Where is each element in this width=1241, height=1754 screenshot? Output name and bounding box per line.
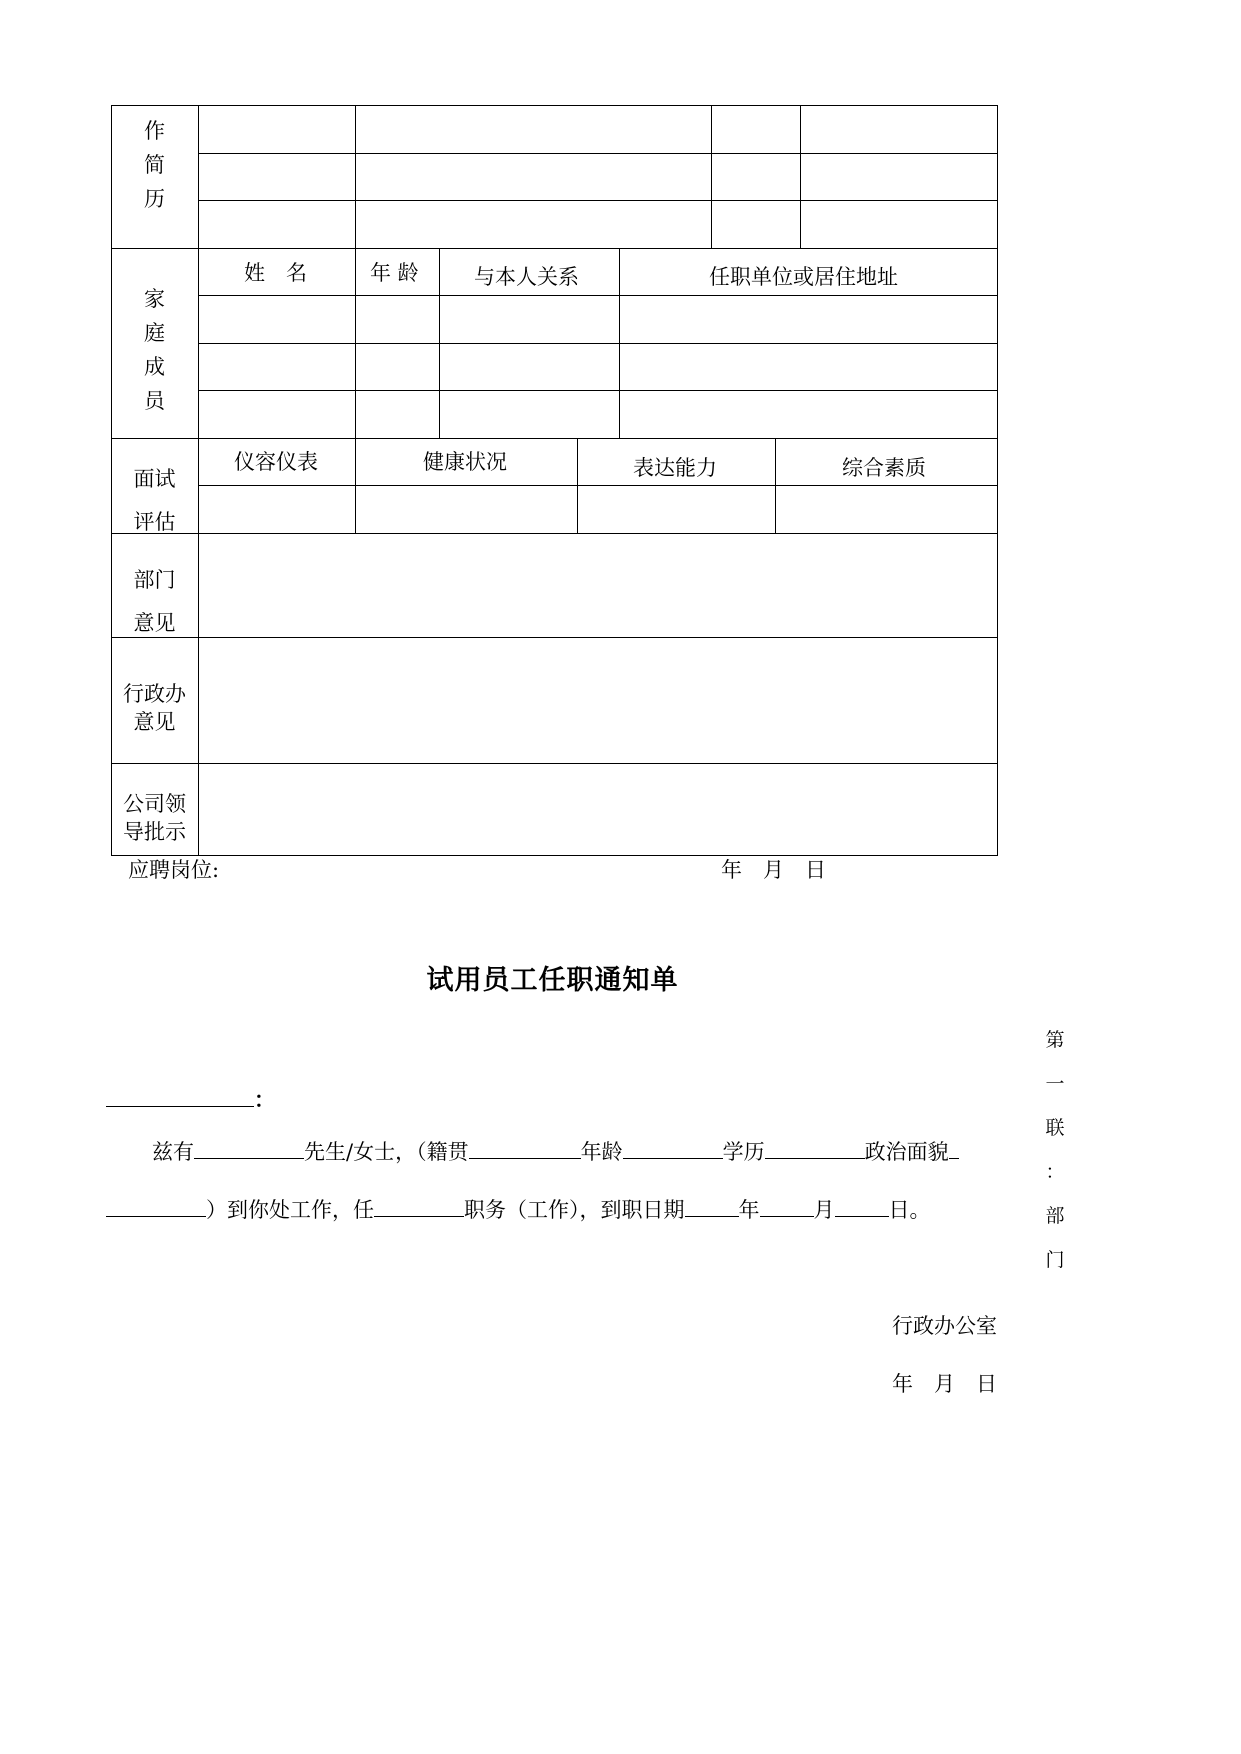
start-year-blank[interactable]: [685, 1196, 739, 1217]
interview-label-2: 评估: [133, 510, 176, 534]
family-header-address: 任职单位或居住地址: [709, 265, 898, 289]
addressee-colon: ：: [254, 1087, 275, 1112]
family-label-1: 家: [144, 287, 165, 311]
name-blank[interactable]: [194, 1138, 304, 1159]
notice-paragraph-line-2: [106, 1194, 931, 1224]
addressee-blank[interactable]: [106, 1086, 254, 1107]
start-day-blank[interactable]: [835, 1196, 889, 1217]
interview-label-1: 面试: [133, 467, 176, 491]
interview-header-overall: 综合素质: [842, 456, 926, 480]
leader-label-2: 导批示: [123, 820, 186, 844]
leader-label-1: 公司领: [123, 792, 186, 816]
work-history-label-2: 简: [144, 153, 165, 177]
addressee-line: [106, 1084, 275, 1114]
side-note-2: 一: [1045, 1073, 1065, 1095]
position-blank[interactable]: [374, 1196, 464, 1217]
work-history-label: [111, 114, 198, 216]
political-status-blank-a[interactable]: [949, 1138, 959, 1159]
notice-sign-date: 年 月 日: [892, 1372, 997, 1396]
political-status-blank-b[interactable]: [106, 1196, 206, 1217]
p2-month: 月: [813, 1198, 835, 1222]
admin-label-2: 意见: [133, 710, 176, 734]
interview-header-expression: 表达能力: [633, 456, 717, 480]
p1-edu: 学历: [722, 1140, 765, 1164]
side-note-1: 第: [1045, 1029, 1065, 1051]
age-blank[interactable]: [623, 1138, 723, 1159]
family-label-3: 成: [144, 355, 165, 379]
family-label-4: 员: [144, 389, 165, 413]
side-note-4: ：: [1045, 1161, 1065, 1183]
family-header-name: 姓 名: [244, 261, 307, 285]
form-date-line: 年 月 日: [721, 858, 826, 882]
p1-prefix: 兹有: [152, 1140, 194, 1164]
interview-header-health: 健康状况: [423, 450, 507, 474]
dept-label-1: 部门: [133, 568, 176, 592]
work-history-label-3: 历: [144, 187, 165, 211]
notice-title: 试用员工任职通知单: [426, 965, 679, 996]
department-opinion-label: [111, 559, 198, 645]
admin-label-1: 行政办: [123, 682, 186, 706]
admin-office-opinion-label: [111, 680, 198, 736]
p1-political: 政治面貌: [864, 1140, 949, 1164]
interview-header-appearance: 仪容仪表: [234, 450, 318, 474]
side-note-3: 联: [1045, 1117, 1065, 1139]
p1-mr-ms: 先生/女士，（籍贯: [304, 1140, 469, 1164]
interview-assessment-label: [111, 458, 198, 544]
family-header-age: 年 龄: [370, 261, 419, 285]
p2-day: 日。: [888, 1198, 931, 1222]
p2-work: ）到你处工作，任: [206, 1198, 374, 1222]
leadership-approval-label: [111, 790, 198, 846]
start-month-blank[interactable]: [760, 1196, 814, 1217]
side-note-6: 门: [1045, 1249, 1065, 1271]
p2-duty: 职务（工作），到职日期: [464, 1198, 685, 1222]
copy-note-vertical: [1043, 1025, 1067, 1289]
native-place-blank[interactable]: [469, 1138, 581, 1159]
family-header-relation: 与本人关系: [474, 265, 579, 289]
family-label-2: 庭: [144, 321, 165, 345]
education-blank[interactable]: [765, 1138, 865, 1159]
notice-paragraph-line-1: [152, 1136, 959, 1166]
p1-age: 年龄: [580, 1140, 623, 1164]
side-note-5: 部: [1045, 1205, 1065, 1227]
work-history-label-1: 作: [144, 119, 165, 143]
dept-label-2: 意见: [133, 611, 176, 635]
family-members-label: [111, 282, 198, 418]
signer: 行政办公室: [892, 1314, 997, 1338]
p2-year: 年: [738, 1198, 760, 1222]
position-applied-label: 应聘岗位:: [128, 858, 220, 882]
